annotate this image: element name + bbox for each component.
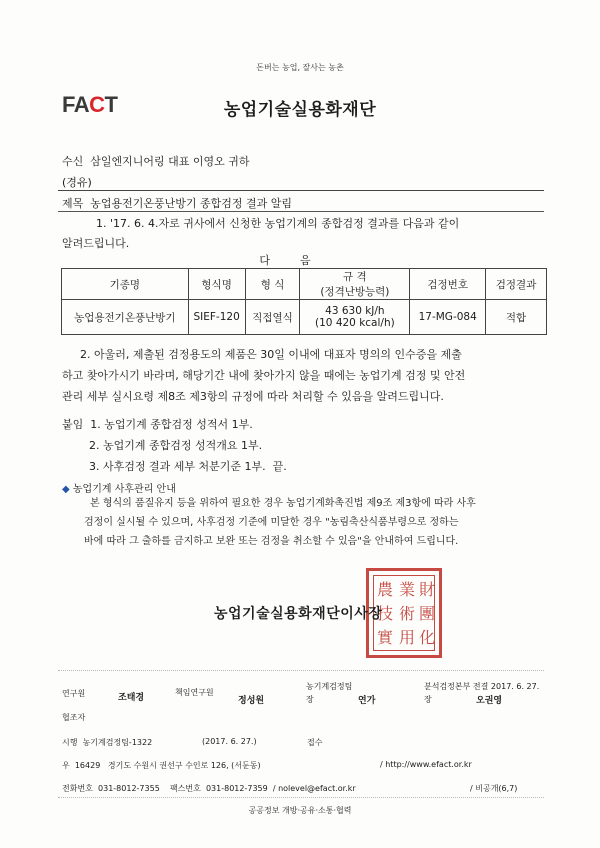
table-row — [62, 300, 547, 335]
notice-title-text: 농업기계 사후관리 안내 — [72, 484, 176, 495]
cell-spec-kj: 43 630 kJ/h — [325, 305, 385, 317]
spec-table — [61, 268, 547, 335]
cell-result: 적합 — [486, 300, 547, 335]
seal-glyph-5: 術 — [399, 604, 416, 623]
dept-head-date: 전결 2017. 6. 27. — [472, 682, 540, 691]
phone: 031-8012-7355 — [98, 784, 160, 793]
paragraph-1-line-2: 알려드립니다. — [62, 237, 130, 250]
th-machine-type: 기종명 — [62, 269, 189, 300]
team-head-label-2: 장 — [306, 695, 314, 704]
attachment-label: 붙임 — [62, 418, 84, 431]
enforcement-line — [62, 737, 152, 748]
contact-line — [62, 783, 356, 794]
notice-line-3: 바에 따라 그 출하를 금지하고 보완 또는 검정을 취소할 수 있음"을 안내하여 드립니다. — [84, 536, 459, 547]
seal-glyph-8: 用 — [399, 628, 416, 647]
researcher-label: 연구원 — [62, 689, 86, 698]
attachment-item-3: 3. 사후검정 결과 세부 처분기준 1부. 끝. — [89, 460, 287, 473]
org-title: 농업기술실용화재단 — [223, 100, 377, 120]
fax-label: 팩스번호 — [169, 784, 201, 793]
phone-label: 전화번호 — [62, 784, 93, 793]
notice-line-2: 검정이 실시될 수 있으며, 사후검정 기준에 미달한 경우 "농림축산식품부령으로 정하는 — [84, 517, 459, 528]
fax: 031-8012-7359 — [205, 784, 268, 793]
researcher: 조태경 — [118, 693, 145, 703]
th-spec-sub: (정격난방능력) — [320, 286, 390, 298]
cell-machine-type: 농업용전기온풍난방기 — [62, 300, 189, 335]
paragraph-2-line-1: 2. 아울러, 제출된 검정용도의 제품은 30일 이내에 대표자 명의의 인수증을 제출 — [80, 348, 462, 361]
paragraph-2-line-2: 하고 찾아가시기 바라며, 해당기간 내에 찾아가지 않을 때에는 농업기계 검정 및 안전 — [62, 369, 466, 382]
paragraph-2 — [62, 344, 544, 407]
via-line: (경유) — [62, 176, 92, 189]
th-spec — [300, 269, 410, 300]
logo-text-c: C — [89, 92, 105, 117]
seal-glyph-7: 實 — [377, 628, 394, 647]
diamond-icon: ◆ — [62, 484, 70, 495]
team-head-status: 연가 — [358, 696, 376, 706]
subject-line — [62, 195, 292, 211]
cell-spec — [300, 300, 410, 335]
subject: 농업용전기온풍난방기 종합검정 결과 알림 — [90, 197, 293, 210]
table-header-row — [62, 269, 547, 300]
logo-text-t: T — [104, 92, 118, 117]
lead-researcher-label: 책임연구원 — [175, 688, 214, 697]
slogan: 돈버는 농업, 잘사는 농촌 — [256, 63, 344, 72]
seal-glyph-1: 農 — [377, 580, 394, 599]
email: / nolevel@efact.or.kr — [272, 784, 356, 793]
footer-top-rule — [58, 670, 544, 671]
logo-text-fa: FA — [62, 92, 90, 117]
enforcement-date: (2017. 6. 27.) — [202, 737, 257, 746]
address: 경기도 수원시 권선구 수인로 126, (서둔동) — [107, 761, 261, 770]
paragraph-1-line-1: 1. '17. 6. 4.자로 귀사에서 신청한 농업기계의 종합검정 결과를 다음과 같이 — [96, 217, 460, 230]
address-line — [62, 760, 261, 771]
th-result: 검정결과 — [486, 269, 547, 300]
cell-cert-no: 17-MG-084 — [410, 300, 486, 335]
th-model: 형식명 — [188, 269, 245, 300]
cell-format: 직접열식 — [245, 300, 300, 335]
cell-model: SIEF-120 — [188, 300, 245, 335]
attachments — [62, 414, 287, 477]
notice-body — [84, 494, 542, 551]
next-label: 다음 — [259, 254, 341, 267]
dept-head-label-1: 분석검정본부 전결 2017. 6. 27. — [424, 682, 540, 691]
paragraph-1 — [62, 214, 544, 254]
dept-head: 오권영 — [476, 696, 503, 706]
footer-bottom-rule — [58, 797, 544, 798]
th-format: 형 식 — [245, 269, 300, 300]
disclosure: / 비공개(6,7) — [470, 784, 518, 793]
receipt-label: 접수 — [307, 738, 323, 747]
zip-label: 우 — [62, 761, 70, 770]
th-spec-main: 규 격 — [343, 271, 367, 283]
attachment-item-2: 2. 농업기계 종합검정 성적개요 1부. — [89, 439, 263, 452]
subject-label: 제목 — [62, 197, 84, 210]
notice-line-1: 본 형식의 품질유지 등을 위하여 필요한 경우 농업기계화촉진법 제9조 제3항에 따라 사후 — [90, 498, 476, 509]
lead-researcher: 정성원 — [238, 696, 265, 706]
seal-glyph-3: 財 — [419, 580, 436, 599]
subject-top-rule — [58, 190, 544, 191]
recipient-line — [62, 153, 250, 169]
attachment-item-1: 붙임 1. 농업기계 종합검정 성적서 1부. — [62, 418, 253, 431]
website: / http://www.efact.or.kr — [380, 760, 472, 769]
cell-spec-kcal: (10 420 kcal/h) — [315, 317, 395, 329]
subject-bottom-rule — [58, 211, 544, 212]
seal-glyph-9: 化 — [419, 628, 436, 647]
end-mark: 끝. — [272, 460, 287, 473]
seal-glyph-4: 技 — [377, 604, 394, 623]
seal-glyph-2: 業 — [399, 580, 416, 599]
team-head-label-1: 농기계검정팀 — [306, 682, 353, 691]
bottom-motto: 공공정보 개방·공유·소통·협력 — [248, 806, 352, 815]
paragraph-2-line-3: 관리 세부 실시요령 제8조 제3항의 규정에 따라 처리할 수 있음을 알려드립니다. — [62, 390, 444, 403]
dept-head-label-2: 장 — [424, 695, 432, 704]
recipient: 삼일엔지니어링 대표 이영오 귀하 — [90, 155, 250, 168]
enforcement-no: 농기계검정팀-1322 — [82, 738, 153, 747]
cooperator-label: 협조자 — [62, 713, 86, 722]
th-cert-no: 검정번호 — [410, 269, 486, 300]
signer: 농업기술실용화재단이사장 — [214, 606, 383, 622]
enforcement-label: 시행 — [62, 738, 78, 747]
seal-glyph-6: 團 — [419, 604, 436, 623]
notice-title — [62, 480, 176, 495]
recipient-label: 수신 — [62, 155, 84, 168]
zip: 16429 — [74, 761, 101, 770]
